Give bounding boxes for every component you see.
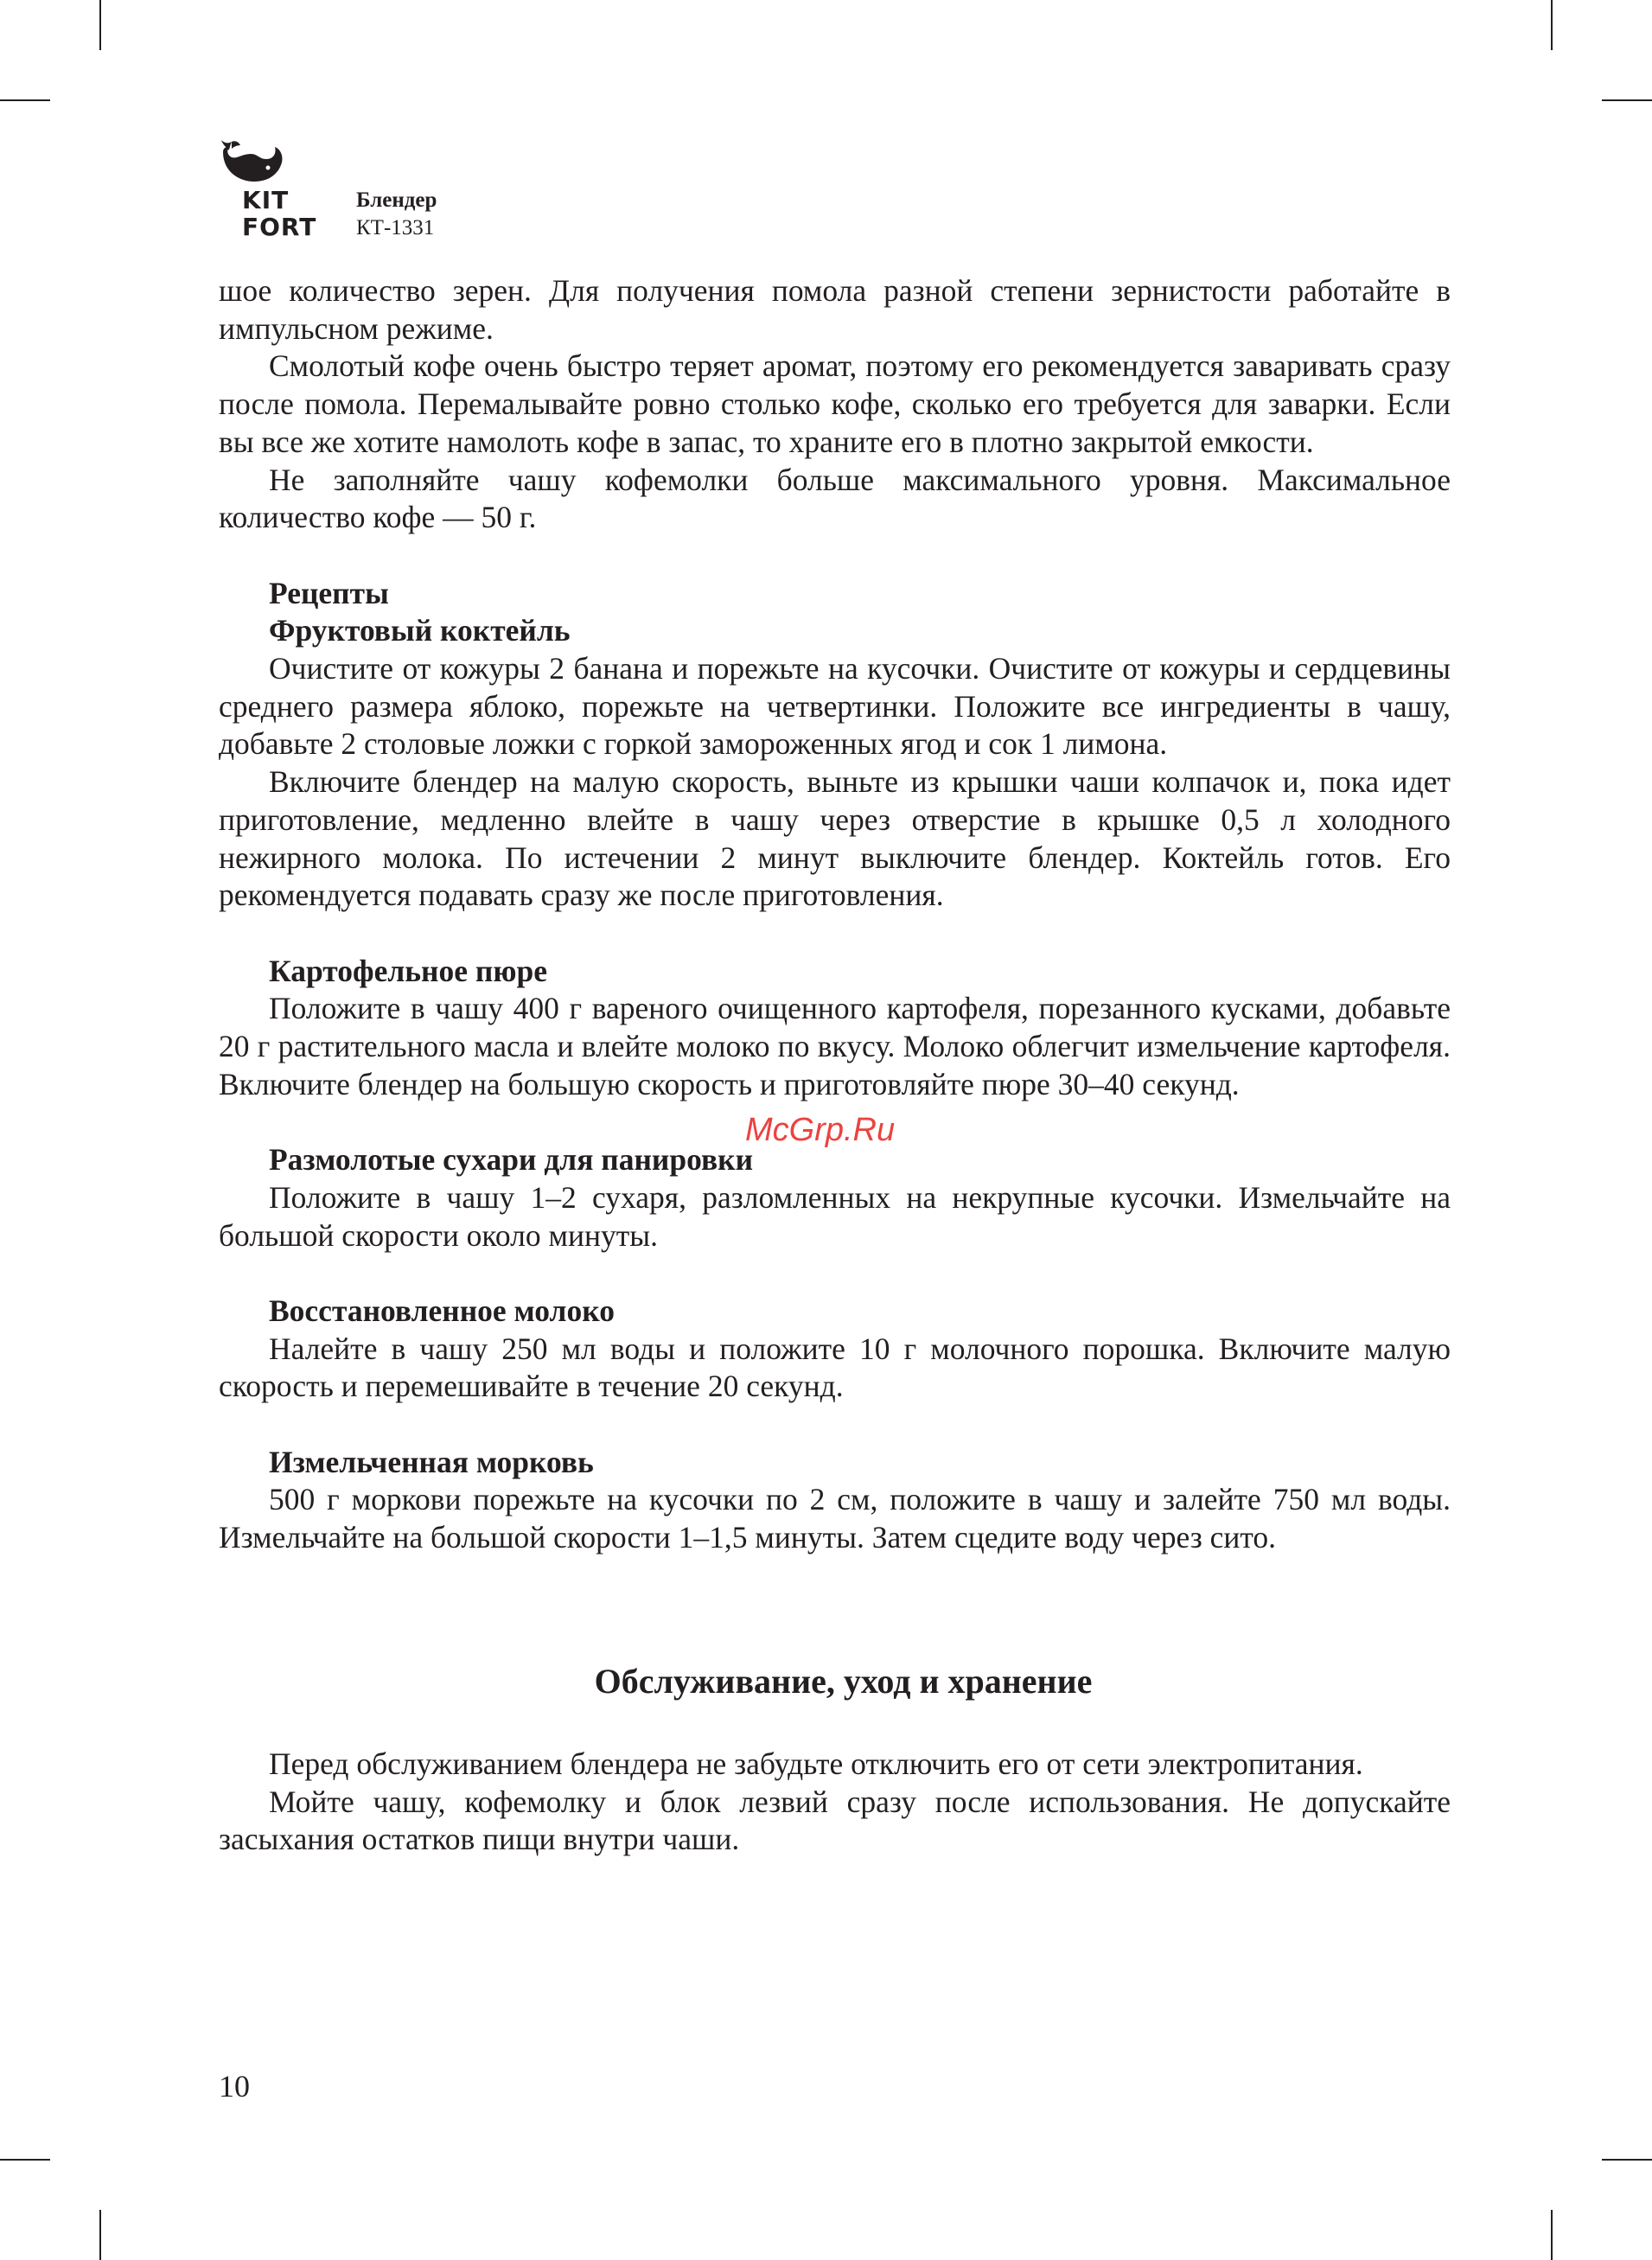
crop-mark (1551, 0, 1553, 50)
recipe-paragraph: 500 г моркови порежьте на кусочки по 2 см, положите в чашу и залейте 750 мл воды. Измельчайте на большой скорости 1–1,5 минуты. Затем сцедите воду через сито. (219, 1482, 1451, 1555)
recipe-paragraph: Налейте в чашу 250 мл воды и положите 10 г молочного порошка. Включите малую скорость и перемешивайте в течение 20 секунд. (219, 1331, 1451, 1404)
recipe-paragraph: Положите в чашу 1–2 сухаря, разломленных на некрупные кусочки. Измельчайте на большой скорости около минуты. (219, 1179, 1451, 1253)
crop-mark (0, 2159, 50, 2161)
section-title: Обслуживание, уход и хранение (594, 1661, 1093, 1701)
crop-mark (1602, 2159, 1652, 2161)
logo-line-2: FORT (242, 213, 317, 241)
page-number: 10 (219, 2069, 250, 2104)
product-name: Блендер (356, 188, 437, 212)
product-model: КТ-1331 (356, 216, 435, 239)
logo-line-1: KIT (242, 186, 290, 214)
paragraph: шое количество зерен. Для получения помола разной степени зернистости работайте в импульсном режиме. (219, 273, 1451, 346)
recipe-title: Фруктовый коктейль (269, 613, 571, 648)
recipe-paragraph: Очистите от кожуры 2 банана и порежьте на кусочки. Очистите от кожуры и сердцевины среднего размера яблоко, порежьте на четвертинки. Положите все ингредиенты в чашу, добавьте 2 столовые ложки с горкой замороженных ягод и сок 1 лимона. (219, 651, 1451, 762)
brand-logo-text (242, 187, 316, 240)
page-header (216, 137, 562, 249)
recipe-title: Картофельное пюре (269, 953, 547, 988)
crop-mark (99, 2210, 101, 2260)
crop-mark (1602, 99, 1652, 101)
crop-mark (1551, 2210, 1553, 2260)
paragraph: Перед обслуживанием блендера не забудьте отключить его от сети электропитания. (269, 1746, 1363, 1781)
recipe-paragraph: Положите в чашу 400 г вареного очищенного картофеля, порезанного кусками, добавьте 20 г растительного масла и влейте молоко по вкусу. Молоко облегчит измельчение картофеля. Включите блендер на большую скорость и приготовляйте пюре 30–40 секунд. (219, 991, 1451, 1101)
paragraph: Не заполняйте чашу кофемолки больше максимального уровня. Максимальное количество кофе — 50 г. (219, 462, 1451, 535)
recipe-title: Восстановленное молоко (269, 1293, 615, 1328)
watermark: McGrp.Ru (745, 1112, 896, 1148)
recipe-title: Измельченная морковь (269, 1444, 594, 1479)
recipes-heading: Рецепты (269, 575, 389, 610)
paragraph: Мойте чашу, кофемолку и блок лезвий сразу после использования. Не допускайте засыхания остатков пищи внутри чаши. (219, 1784, 1451, 1857)
recipe-title: Размолотые сухари для панировки (269, 1142, 754, 1178)
paragraph: Смолотый кофе очень быстро теряет аромат, поэтому его рекомендуется заваривать сразу после помола. Перемалывайте ровно столько кофе, сколько его требуется для заварки. Если вы все же хотите намолоть кофе в запас, то храните его в плотно закрытой емкости. (219, 348, 1451, 459)
recipe-paragraph: Включите блендер на малую скорость, выньте из крышки чаши колпачок и, пока идет приготовление, медленно влейте в чашу через отверстие в крышке 0,5 л холодного нежирного молока. По истечении 2 минут выключите блендер. Коктейль готов. Его рекомендуется подавать сразу же после приготовления. (219, 764, 1451, 913)
product-info (356, 187, 437, 242)
crop-mark (0, 99, 50, 101)
whale-logo-icon (216, 137, 285, 187)
crop-mark (99, 0, 101, 50)
page-body (219, 272, 1451, 1859)
